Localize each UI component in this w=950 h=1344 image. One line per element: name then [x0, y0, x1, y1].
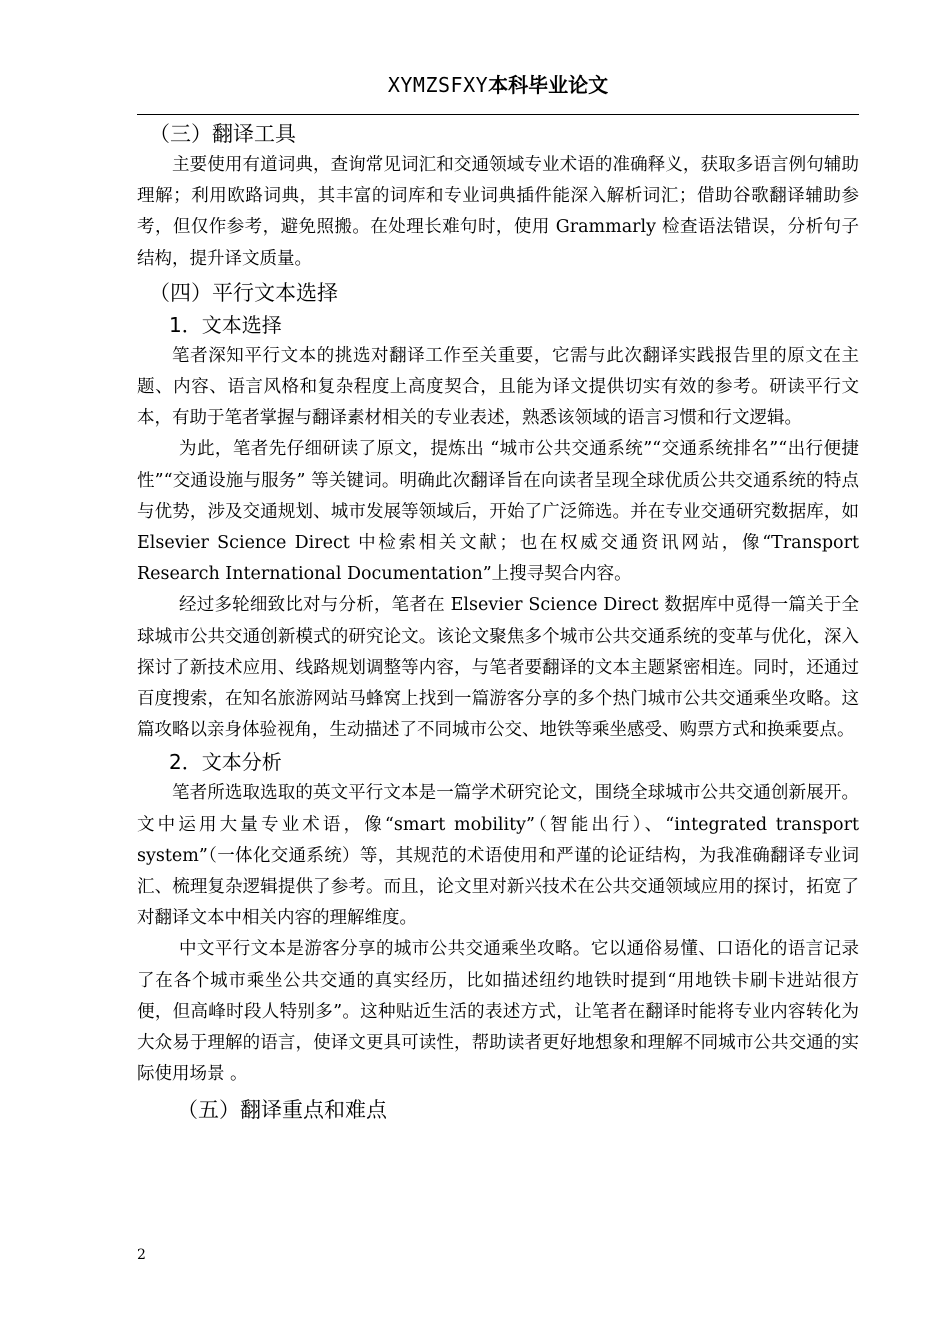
page-header [137, 70, 859, 100]
page-number: 2 [137, 1247, 146, 1263]
paragraph: 主要使用有道词典，查询常见词汇和交通领域专业术语的准确释义，获取多语言例句辅助理解；利用欧路词典，其丰富的词库和专业词典插件能深入解析词汇；借助谷歌翻译辅助参考，但仅作参考，避免照搬。在处理长难句时，使用 Grammarly 检查语法错误，分析句子结构，提升译文质量。 [137, 155, 859, 269]
paragraph: 经过多轮细致比对与分析，笔者在 Elsevier Science Direct 数据库中觅得一篇关于全球城市公共交通创新模式的研究论文。该论文聚焦多个城市公共交通系统的变革与优化，深入探讨了新技术应用、线路规划调整等内容，与笔者要翻译的文本主题紧密相连。同时，还通过百度搜索，在知名旅游网站马蜂窝上找到一篇游客分享的多个热门城市公共交通乘坐攻略。这篇攻略以亲身体验视角，生动描述了不同城市公交、地铁等乘坐感受、购票方式和换乘要点。 [137, 595, 859, 741]
subsection-heading-text-analysis: 2．文本分析 [169, 750, 282, 775]
header-title: 本科毕业论文 [488, 73, 609, 97]
paragraph: 中文平行文本是游客分享的城市公共交通乘坐攻略。它以通俗易懂、口语化的语言记录了在各个城市乘坐公共交通的真实经历，比如描述纽约地铁时提到“用地铁卡刷卡进站很方便，但高峰时段人特别多”。这种贴近生活的表述方式，让笔者在翻译时能将专业内容转化为大众易于理解的语言，使译文更具可读性，帮助读者更好地想象和理解不同城市公共交通的实际使用场景 。 [137, 939, 859, 1085]
subsection-heading-text-selection: 1．文本选择 [169, 312, 282, 337]
section-heading-key-difficulties: （五）翻译重点和难点 [177, 1098, 387, 1123]
page-body [137, 118, 859, 1126]
header-code: XYMZSFXY [387, 73, 489, 97]
paragraph: 笔者深知平行文本的挑选对翻译工作至关重要，它需与此次翻译实践报告里的原文在主题、内容、语言风格和复杂程度上高度契合，且能为译文提供切实有效的参考。研读平行文本，有助于笔者掌握与翻译素材相关的专业表述，熟悉该领域的语言习惯和行文逻辑。 [137, 345, 859, 429]
header-divider [137, 114, 859, 115]
section-heading-parallel-text: （四）平行文本选择 [149, 280, 338, 305]
paragraph: 为此，笔者先仔细研读了原文，提炼出 “城市公共交通系统”“交通系统排名”“出行便捷性”“交通设施与服务” 等关键词。明确此次翻译旨在向读者呈现全球优质公共交通系统的特点与优势，涉及交通规划、城市发展等领域后，开始了广泛筛选。并在专业交通研究数据库，如 Elsevier Science Direct 中检索相关文献；也在权威交通资讯网站，像“Transport Research International Documentation”上搜寻契合内容。 [137, 439, 859, 585]
paragraph: 笔者所选取选取的英文平行文本是一篇学术研究论文，围绕全球城市公共交通创新展开。文中运用大量专业术语，像“smart mobility”（智能出行）、“integrated transport system”（一体化交通系统）等，其规范的术语使用和严谨的论证结构，为我准确翻译专业词汇、梳理复杂逻辑提供了参考。而且，论文里对新兴技术在公共交通领域应用的探讨，拓宽了对翻译文本中相关内容的理解维度。 [137, 783, 859, 929]
section-heading-translation-tools: （三）翻译工具 [149, 122, 296, 146]
